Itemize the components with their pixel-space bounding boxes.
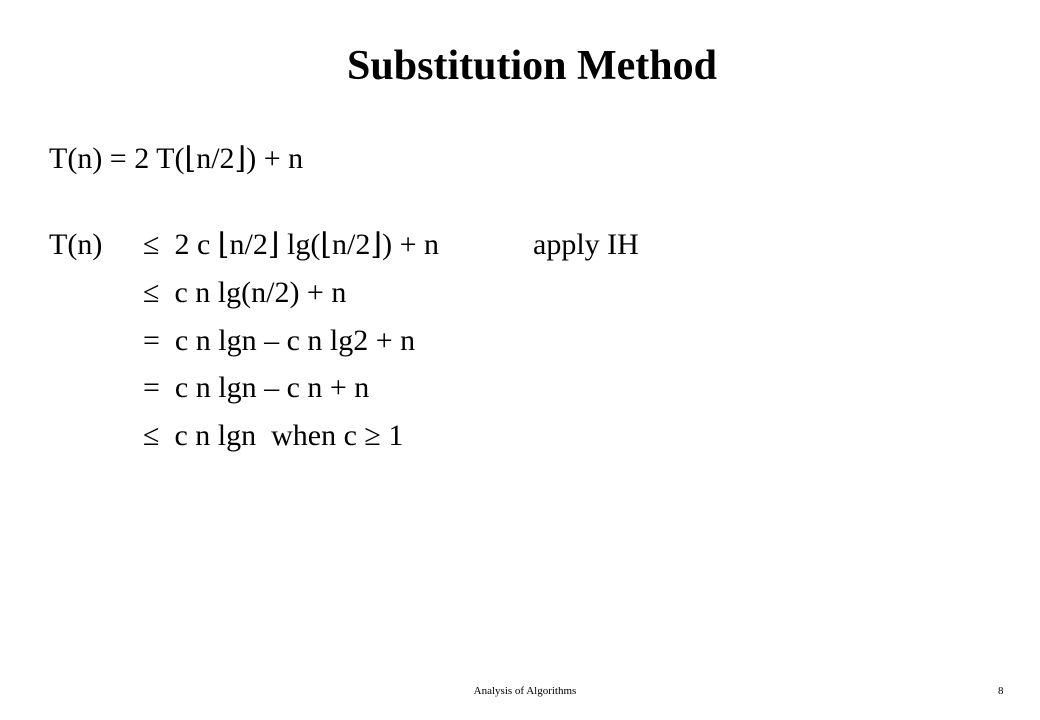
footer-course-title: Analysis of Algorithms	[473, 685, 577, 697]
derivation-step-1: ≤ 2 c ⌊n/2⌋ lg(⌊n/2⌋) + n	[143, 228, 440, 261]
derivation-step-5: ≤ c n lgn when c ≥ 1	[143, 419, 404, 452]
derivation-step-2: ≤ c n lg(n/2) + n	[143, 276, 347, 309]
slide-title: Substitution Method	[347, 43, 717, 89]
footer-page-number: 8	[998, 685, 1004, 697]
derivation-step-4: = c n lgn – c n + n	[143, 371, 370, 404]
derivation-step-1-note: apply IH	[533, 228, 639, 261]
derivation-lhs: T(n)	[49, 228, 103, 261]
derivation-step-3: = c n lgn – c n lg2 + n	[143, 324, 416, 357]
recurrence-equation: T(n) = 2 T(⌊n/2⌋) + n	[49, 142, 304, 175]
